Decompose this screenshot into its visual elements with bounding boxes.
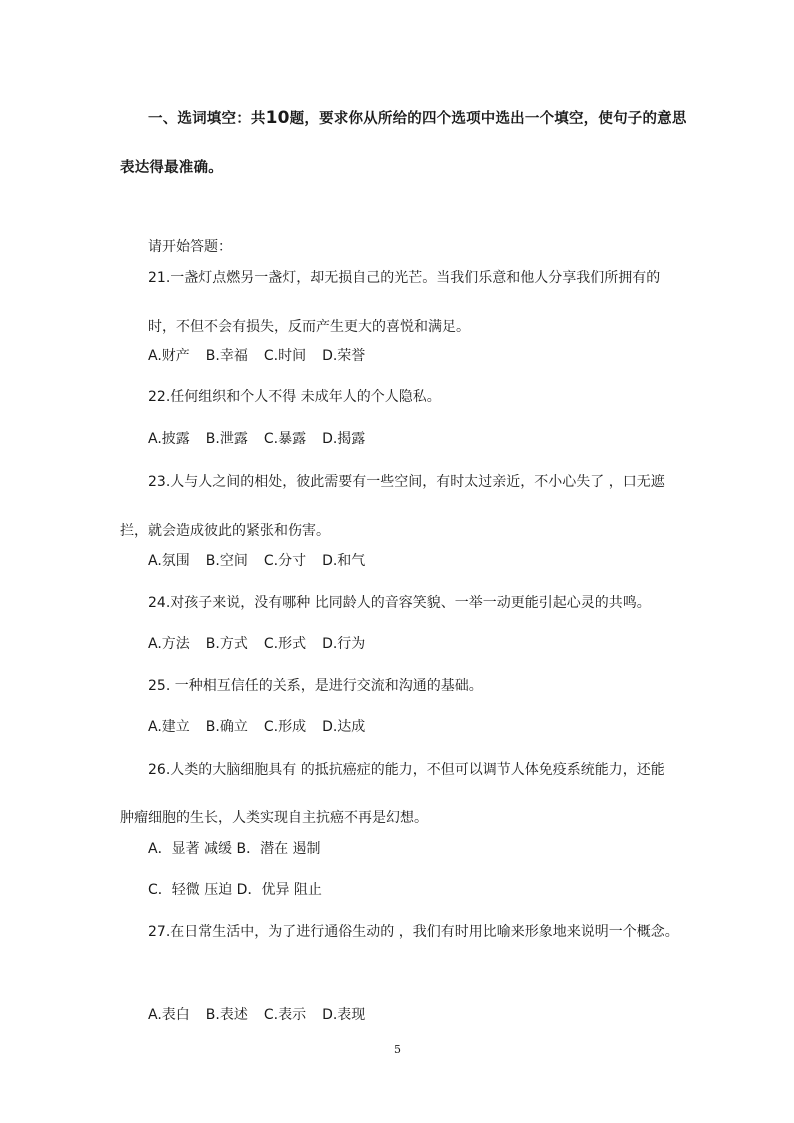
option-a[interactable]: A.方法 [148, 636, 190, 652]
option-b[interactable]: B.幸福 [205, 348, 248, 364]
section-heading [148, 108, 687, 129]
question-27-line-1: 27.在日常生活中，为了进行通俗生动的 ，我们有时用比喻来形象地来说明一个概念。 [148, 924, 679, 940]
option-c[interactable]: C.时间 [263, 348, 307, 364]
question-23-options [148, 551, 365, 571]
question-21-line-1: 21.一盏灯点燃另一盏灯，却无损自己的光芒。当我们乐意和他人分享我们所拥有的 [148, 270, 661, 286]
question-23-line-1: 23.人与人之间的相处，彼此需要有一些空间，有时太过亲近，不小心失了 ，口无遮 [148, 474, 665, 490]
question-27-options [148, 1005, 365, 1025]
option-b[interactable]: B.泄露 [205, 431, 248, 447]
option-b[interactable]: B.方式 [205, 636, 248, 652]
option-d[interactable]: D.和气 [322, 553, 366, 569]
option-b[interactable]: B.确立 [205, 719, 248, 735]
question-21-line-2: 时，不但不会有损失，反而产生更大的喜悦和满足。 [148, 319, 470, 335]
heading-prefix: 一、选词填空：共 [148, 111, 266, 127]
option-c[interactable]: C.分寸 [263, 553, 307, 569]
option-d[interactable]: D.揭露 [322, 431, 366, 447]
option-b[interactable]: B.空间 [205, 553, 248, 569]
option-c[interactable]: C.表示 [263, 1007, 307, 1023]
question-24-options [148, 634, 365, 654]
option-d[interactable]: D.表现 [322, 1007, 366, 1023]
question-21-options [148, 346, 365, 366]
option-d[interactable]: D.行为 [322, 636, 366, 652]
page-number: 5 [394, 1043, 401, 1056]
option-a[interactable]: A.披露 [148, 431, 190, 447]
question-26-options-row-1[interactable]: A．显著 减缓 B．潜在 遏制 [148, 841, 321, 857]
section-heading-continued: 表达得最准确。 [120, 160, 223, 176]
question-23-line-2: 拦，就会造成彼此的紧张和伤害。 [120, 523, 330, 539]
question-22-line-1: 22.任何组织和个人不得 未成年人的个人隐私。 [148, 389, 441, 405]
option-a[interactable]: A.建立 [148, 719, 190, 735]
question-24-line-1: 24.对孩子来说，没有哪种 比同龄人的音容笑貌、一举一动更能引起心灵的共鸣。 [148, 595, 651, 611]
option-b[interactable]: B.表述 [205, 1007, 248, 1023]
option-a[interactable]: A.财产 [148, 348, 190, 364]
option-d[interactable]: D.荣誉 [322, 348, 366, 364]
start-prompt: 请开始答题： [148, 239, 232, 255]
option-a[interactable]: A.氛围 [148, 553, 190, 569]
option-c[interactable]: C.形式 [263, 636, 307, 652]
option-d[interactable]: D.达成 [322, 719, 366, 735]
question-26-line-2: 肿瘤细胞的生长，人类实现自主抗癌不再是幻想。 [120, 810, 428, 826]
option-a[interactable]: A.表白 [148, 1007, 190, 1023]
question-count: 10 [265, 108, 290, 128]
question-22-options [148, 429, 365, 449]
question-26-line-1: 26.人类的大脑细胞具有 的抵抗癌症的能力，不但可以调节人体免疫系统能力，还能 [148, 762, 665, 778]
question-25-line-1: 25. 一种相互信任的关系，是进行交流和沟通的基础。 [148, 678, 483, 694]
question-25-options [148, 717, 365, 737]
question-26-options-row-2[interactable]: C．轻微 压迫 D．优异 阻止 [148, 882, 322, 898]
option-c[interactable]: C.暴露 [263, 431, 307, 447]
option-c[interactable]: C.形成 [263, 719, 307, 735]
heading-suffix: 题，要求你从所给的四个选项中选出一个填空，使句子的意思 [289, 111, 687, 127]
